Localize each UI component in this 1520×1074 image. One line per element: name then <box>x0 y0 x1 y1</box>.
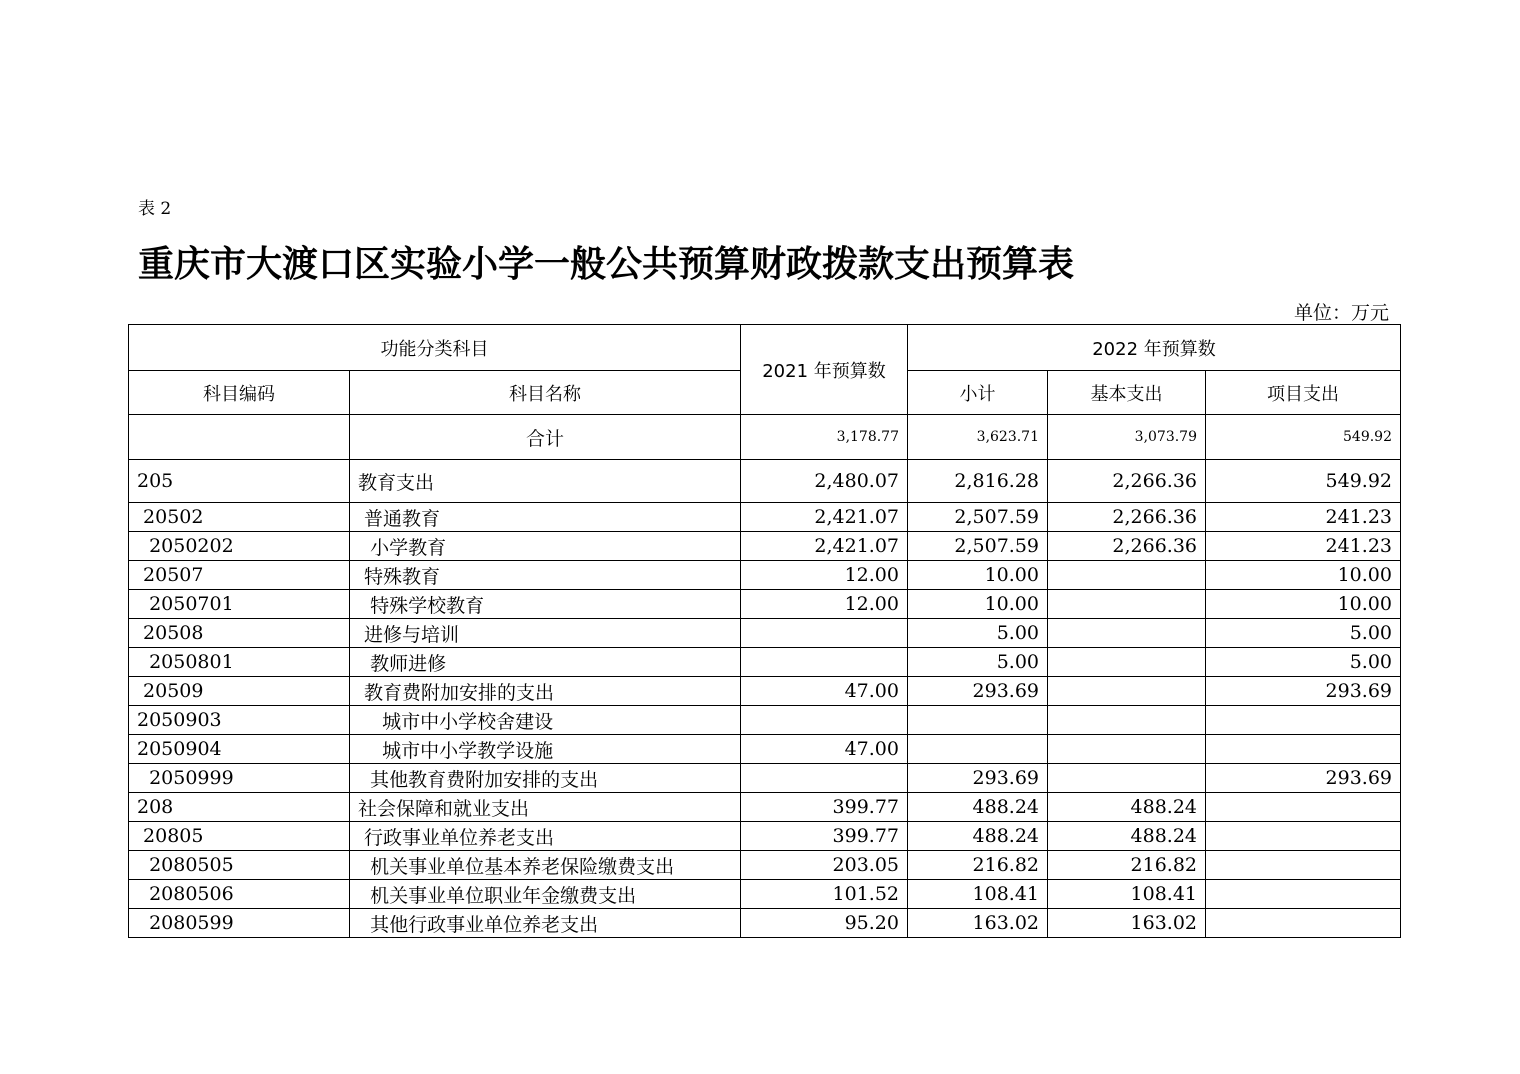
row-code: 2050701 <box>129 590 350 619</box>
row-code: 205 <box>129 460 350 503</box>
row-budget-2021: 47.00 <box>741 677 908 706</box>
header-budget-2021: 2021 年预算数 <box>741 325 908 415</box>
row-basic <box>1048 764 1206 793</box>
row-code: 2080506 <box>129 880 350 909</box>
row-subtotal <box>908 735 1048 764</box>
table-row <box>129 880 1401 909</box>
row-basic: 216.82 <box>1048 851 1206 880</box>
row-subtotal: 2,816.28 <box>908 460 1048 503</box>
row-subtotal: 2,507.59 <box>908 532 1048 561</box>
table-number-label: 表 2 <box>138 199 172 219</box>
row-budget-2021: 12.00 <box>741 590 908 619</box>
row-name: 其他行政事业单位养老支出 <box>350 909 741 938</box>
total-label: 合计 <box>350 415 741 460</box>
row-basic <box>1048 706 1206 735</box>
total-code-cell <box>129 415 350 460</box>
row-subtotal <box>908 706 1048 735</box>
row-budget-2021: 203.05 <box>741 851 908 880</box>
row-name: 教育支出 <box>350 460 741 503</box>
total-project: 549.92 <box>1206 415 1401 460</box>
row-name: 机关事业单位基本养老保险缴费支出 <box>350 851 741 880</box>
row-name: 城市中小学校舍建设 <box>350 706 741 735</box>
row-subtotal: 5.00 <box>908 619 1048 648</box>
row-name: 小学教育 <box>350 532 741 561</box>
table-row <box>129 764 1401 793</box>
table-row <box>129 460 1401 503</box>
table-row <box>129 619 1401 648</box>
table-row <box>129 677 1401 706</box>
row-code: 20502 <box>129 503 350 532</box>
row-name: 其他教育费附加安排的支出 <box>350 764 741 793</box>
row-basic <box>1048 590 1206 619</box>
row-basic <box>1048 648 1206 677</box>
row-basic <box>1048 677 1206 706</box>
row-project <box>1206 880 1401 909</box>
row-code: 20509 <box>129 677 350 706</box>
header-subtotal: 小计 <box>908 371 1048 415</box>
row-subtotal: 10.00 <box>908 561 1048 590</box>
row-basic: 488.24 <box>1048 822 1206 851</box>
row-project: 293.69 <box>1206 764 1401 793</box>
row-code: 2050801 <box>129 648 350 677</box>
row-basic <box>1048 561 1206 590</box>
total-budget-2021: 3,178.77 <box>741 415 908 460</box>
row-code: 2050904 <box>129 735 350 764</box>
row-project <box>1206 793 1401 822</box>
row-budget-2021: 399.77 <box>741 822 908 851</box>
row-subtotal: 293.69 <box>908 677 1048 706</box>
row-code: 2050999 <box>129 764 350 793</box>
table-body <box>129 415 1401 938</box>
row-project: 5.00 <box>1206 619 1401 648</box>
header-budget-2022: 2022 年预算数 <box>908 325 1401 371</box>
row-name: 教师进修 <box>350 648 741 677</box>
row-basic: 2,266.36 <box>1048 460 1206 503</box>
document-title: 重庆市大渡口区实验小学一般公共预算财政拨款支出预算表 <box>138 244 1075 285</box>
row-project: 241.23 <box>1206 503 1401 532</box>
row-project: 241.23 <box>1206 532 1401 561</box>
row-project <box>1206 706 1401 735</box>
row-code: 2050202 <box>129 532 350 561</box>
row-code: 208 <box>129 793 350 822</box>
table-row <box>129 561 1401 590</box>
row-name: 特殊学校教育 <box>350 590 741 619</box>
header-project: 项目支出 <box>1206 371 1401 415</box>
row-basic: 163.02 <box>1048 909 1206 938</box>
row-project: 549.92 <box>1206 460 1401 503</box>
row-project: 10.00 <box>1206 561 1401 590</box>
row-code: 2080505 <box>129 851 350 880</box>
row-basic: 108.41 <box>1048 880 1206 909</box>
header-code: 科目编码 <box>129 371 350 415</box>
row-budget-2021 <box>741 619 908 648</box>
header-row-1 <box>129 325 1401 371</box>
table-row <box>129 822 1401 851</box>
table-row <box>129 909 1401 938</box>
budget-table <box>128 324 1401 938</box>
row-budget-2021: 2,421.07 <box>741 532 908 561</box>
row-code: 20805 <box>129 822 350 851</box>
row-name: 普通教育 <box>350 503 741 532</box>
header-name: 科目名称 <box>350 371 741 415</box>
row-subtotal: 216.82 <box>908 851 1048 880</box>
table-row <box>129 851 1401 880</box>
row-code: 20508 <box>129 619 350 648</box>
row-name: 社会保障和就业支出 <box>350 793 741 822</box>
row-project <box>1206 851 1401 880</box>
row-budget-2021: 12.00 <box>741 561 908 590</box>
row-code: 2080599 <box>129 909 350 938</box>
row-code: 2050903 <box>129 706 350 735</box>
row-name: 进修与培训 <box>350 619 741 648</box>
table-row <box>129 706 1401 735</box>
row-budget-2021 <box>741 648 908 677</box>
row-subtotal: 2,507.59 <box>908 503 1048 532</box>
table-row <box>129 503 1401 532</box>
header-basic: 基本支出 <box>1048 371 1206 415</box>
table-row <box>129 793 1401 822</box>
row-budget-2021: 95.20 <box>741 909 908 938</box>
row-budget-2021 <box>741 764 908 793</box>
total-basic: 3,073.79 <box>1048 415 1206 460</box>
row-project <box>1206 822 1401 851</box>
row-subtotal: 10.00 <box>908 590 1048 619</box>
table-row <box>129 648 1401 677</box>
unit-label: 单位：万元 <box>1293 302 1389 324</box>
table-row <box>129 532 1401 561</box>
row-project: 10.00 <box>1206 590 1401 619</box>
row-project: 293.69 <box>1206 677 1401 706</box>
row-name: 教育费附加安排的支出 <box>350 677 741 706</box>
row-code: 20507 <box>129 561 350 590</box>
row-subtotal: 488.24 <box>908 793 1048 822</box>
row-basic: 2,266.36 <box>1048 503 1206 532</box>
row-budget-2021 <box>741 706 908 735</box>
row-name: 特殊教育 <box>350 561 741 590</box>
total-subtotal: 3,623.71 <box>908 415 1048 460</box>
row-basic: 488.24 <box>1048 793 1206 822</box>
total-row <box>129 415 1401 460</box>
row-budget-2021: 47.00 <box>741 735 908 764</box>
row-name: 行政事业单位养老支出 <box>350 822 741 851</box>
row-budget-2021: 2,421.07 <box>741 503 908 532</box>
row-name: 城市中小学教学设施 <box>350 735 741 764</box>
row-name: 机关事业单位职业年金缴费支出 <box>350 880 741 909</box>
row-budget-2021: 2,480.07 <box>741 460 908 503</box>
row-budget-2021: 101.52 <box>741 880 908 909</box>
row-basic <box>1048 735 1206 764</box>
table-row <box>129 590 1401 619</box>
row-project <box>1206 909 1401 938</box>
row-subtotal: 108.41 <box>908 880 1048 909</box>
row-subtotal: 293.69 <box>908 764 1048 793</box>
table-row <box>129 735 1401 764</box>
row-budget-2021: 399.77 <box>741 793 908 822</box>
row-subtotal: 163.02 <box>908 909 1048 938</box>
row-subtotal: 5.00 <box>908 648 1048 677</box>
row-basic <box>1048 619 1206 648</box>
row-basic: 2,266.36 <box>1048 532 1206 561</box>
header-functional-classification: 功能分类科目 <box>129 325 741 371</box>
row-subtotal: 488.24 <box>908 822 1048 851</box>
row-project <box>1206 735 1401 764</box>
row-project: 5.00 <box>1206 648 1401 677</box>
